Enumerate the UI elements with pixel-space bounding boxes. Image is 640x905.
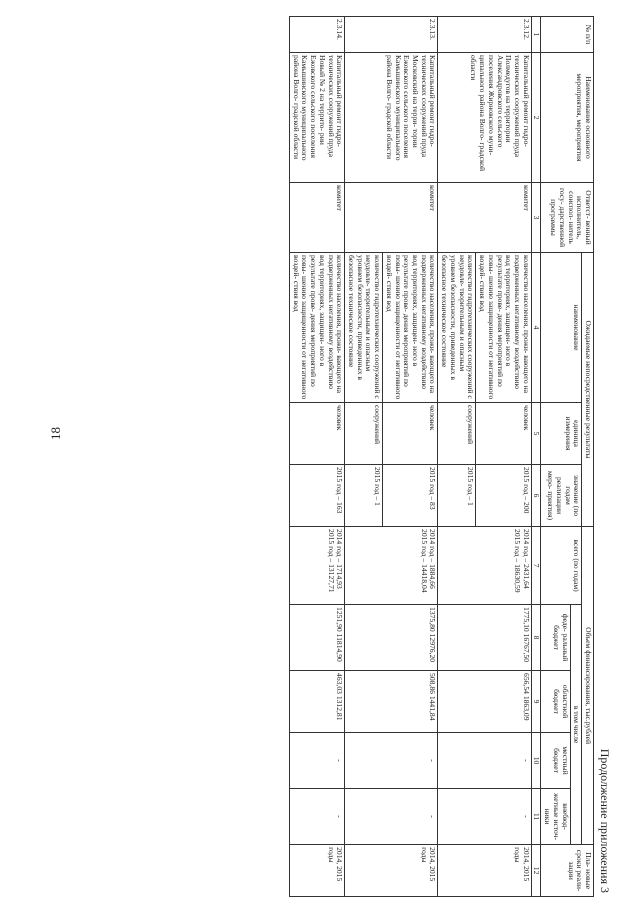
row-name: Капитальный ремонт гидро- технических сооружений пруда Полмедугов на территории Александровского сельского поселения Жирновского муни- ципального района Волго- градской области bbox=[438, 53, 531, 183]
column-number: 6 bbox=[531, 465, 541, 527]
row-terms: 2014, 2015 годы bbox=[290, 845, 345, 897]
header-federal: феде- ральный бюджет bbox=[541, 605, 570, 671]
header-funding-group: Объем финансирования, тыс.рублей bbox=[582, 527, 594, 845]
header-incl: в том числе bbox=[570, 605, 582, 845]
header-value: значение (по годам реализации меро- приятия) bbox=[541, 465, 582, 527]
row-federal: 1775,10 16767,50 bbox=[438, 605, 531, 671]
row-indicator: количество гидротехнических сооружений с неудовле- творительным и опасным уровнем безопасности, приведенных в безопасное техническое состояние bbox=[345, 253, 383, 403]
column-number: 5 bbox=[531, 403, 541, 465]
header-local: местный бюджет bbox=[541, 733, 570, 789]
header-name: Наименование основного мероприятия, мероприятия bbox=[541, 53, 594, 183]
row-extra: - bbox=[290, 789, 345, 845]
row-total: 2014 год – 1714,93 2015 год – 13127,71 bbox=[290, 527, 345, 605]
column-number: 9 bbox=[531, 671, 541, 733]
row-executor: комитет bbox=[438, 183, 531, 253]
row-name: Капитальный ремонт гидро- технических сооружений пруда Московский на терри- тории Ежовского сельского поселения Камышинского муниципального района Волго- градской области bbox=[345, 53, 438, 183]
header-terms: Пла- новые сроки реали- зации bbox=[541, 845, 594, 897]
row-regional: 656,54 1863,09 bbox=[438, 671, 531, 733]
row-num: 2.3.13. bbox=[345, 17, 438, 53]
table-row bbox=[290, 17, 345, 897]
header-regional: областной бюджет bbox=[541, 671, 570, 733]
appendix-subtitle: Продолжение приложения 3 bbox=[598, 748, 612, 893]
row-value: 2015 год – 163 bbox=[290, 465, 345, 527]
header-extra: внебюд- жетные источ- ники bbox=[541, 789, 570, 845]
column-number: 2 bbox=[531, 53, 541, 183]
row-num: 2.3.14. bbox=[290, 17, 345, 53]
row-unit: человек bbox=[290, 403, 345, 465]
row-num: 2.3.12. bbox=[438, 17, 531, 53]
column-number: 7 bbox=[531, 527, 541, 605]
row-extra: - bbox=[438, 789, 531, 845]
header-row-1 bbox=[582, 17, 594, 897]
column-number: 3 bbox=[531, 183, 541, 253]
row-value: 2015 год – 200 bbox=[476, 465, 531, 527]
row-value: 2015 год – 1 bbox=[345, 465, 383, 527]
page-number: 18 bbox=[48, 427, 63, 440]
row-unit: сооружений bbox=[345, 403, 383, 465]
column-number-row bbox=[531, 17, 541, 897]
row-extra: - bbox=[345, 789, 438, 845]
program-table bbox=[289, 16, 594, 897]
row-indicator: количество населения, прожи- вающего на подверженных негативному воздействию вод территориях, защищен- ного в результате прове- дения мероприятий по повы- шению защищенности от негативного воздей- ствия вод bbox=[383, 253, 438, 403]
row-regional: 463,03 1312,81 bbox=[290, 671, 345, 733]
row-local: - bbox=[438, 733, 531, 789]
header-indicator-name: наименование bbox=[541, 253, 582, 403]
column-number: 11 bbox=[531, 789, 541, 845]
row-name: Капитальный ремонт гидро- технических сооружений пруда Новый № 2 на террито- рии Ежовского сельского поселения Камышинского муниципального района Волго- градской области bbox=[290, 53, 345, 183]
column-number: 12 bbox=[531, 845, 541, 897]
table-row bbox=[383, 17, 438, 897]
row-local: - bbox=[290, 733, 345, 789]
row-executor: комитет bbox=[290, 183, 345, 253]
row-executor: комитет bbox=[345, 183, 438, 253]
row-value: 2015 год – 1 bbox=[438, 465, 476, 527]
header-total: всего (по годам) bbox=[541, 527, 582, 605]
header-executor: Ответст- венный исполнитель, соиспол- нитель госу- дарственной программы bbox=[541, 183, 594, 253]
header-unit: единица измерения bbox=[541, 403, 582, 465]
row-terms: 2014, 2015 годы bbox=[345, 845, 438, 897]
row-unit: человек bbox=[476, 403, 531, 465]
row-federal: 1251,90 11814,90 bbox=[290, 605, 345, 671]
column-number: 10 bbox=[531, 733, 541, 789]
row-regional: 508,86 1441,84 bbox=[345, 671, 438, 733]
column-number: 4 bbox=[531, 253, 541, 403]
row-federal: 1375,80 12976,20 bbox=[345, 605, 438, 671]
row-indicator: количество населения, прожи- вающего на подверженных негативному воздействию вод территориях, защищен- ного в результате прове- дения мероприятий по повы- шению защищенности от негативного воздей- ствия вод bbox=[476, 253, 531, 403]
row-total: 2014 год – 1884,66 2015 год – 14418,04 bbox=[345, 527, 438, 605]
row-indicator: количество гидротехнических сооружений с неудовле- творительным и опасным уровнем безопасности, приведенных в безопасное техническое состояние bbox=[438, 253, 476, 403]
row-terms: 2014, 2015 годы bbox=[438, 845, 531, 897]
column-number: 1 bbox=[531, 17, 541, 53]
row-indicator: количество населения, прожи- вающего на подверженных негативному воздействию вод территориях, защищен- ного в результате прове- дения мероприятий по повы- шению защищенности от негативного воздей- ствия вод bbox=[290, 253, 345, 403]
header-results-group: Ожидаемые непосредственные результаты bbox=[582, 253, 594, 527]
row-value: 2015 год – 83 bbox=[383, 465, 438, 527]
table-row bbox=[476, 17, 531, 897]
row-unit: человек bbox=[383, 403, 438, 465]
header-num: № п/п bbox=[541, 17, 594, 53]
column-number: 8 bbox=[531, 605, 541, 671]
row-local: - bbox=[345, 733, 438, 789]
row-unit: сооружений bbox=[438, 403, 476, 465]
row-total: 2014 год – 2431,64 2015 год – 18630,59 bbox=[438, 527, 531, 605]
